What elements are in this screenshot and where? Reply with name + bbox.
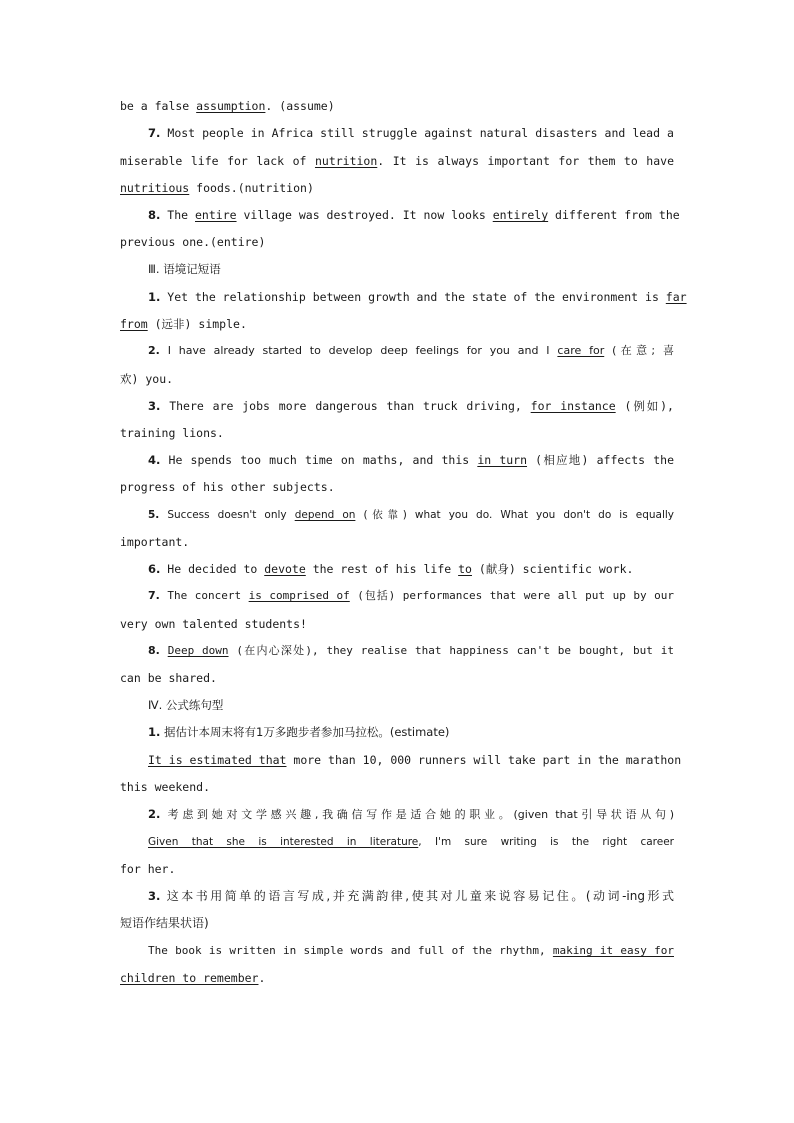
- section-title: Ⅳ. 公式练句型: [148, 698, 224, 712]
- line-text: can be shared.: [120, 671, 217, 685]
- text-line: [120, 178, 674, 198]
- line-text: more than 10, 000 runners will take part in the marathon: [286, 753, 682, 767]
- line-text: (远非) simple.: [147, 317, 247, 331]
- answer-blank: care for: [557, 344, 605, 357]
- text-line: [148, 641, 674, 661]
- line-text: (在意; 喜: [604, 344, 674, 357]
- answer-blank: from: [120, 317, 148, 331]
- item-number: 2.: [148, 344, 160, 357]
- answer-blank: far: [665, 290, 687, 304]
- line-text: different from the: [548, 208, 680, 222]
- item-number: 1.: [148, 725, 161, 739]
- item-number: 4.: [148, 453, 161, 467]
- answer-blank: making it easy for: [552, 944, 674, 957]
- line-text: (例如),: [615, 399, 674, 413]
- line-text: There are jobs more dangerous than truck driving,: [160, 399, 531, 413]
- line-text: miserable life for lack of: [120, 154, 315, 168]
- answer-blank: It is estimated that: [148, 753, 287, 767]
- line-text: 据估计本周末将有1万多跑步者参加马拉松。(estimate): [160, 725, 450, 739]
- line-text: He spends too much time on maths, and this: [160, 453, 478, 467]
- line-text: . It is always important for them to have: [377, 154, 674, 168]
- text-line: [148, 886, 674, 906]
- answer-blank: entirely: [492, 208, 549, 222]
- text-line: [120, 232, 674, 252]
- answer-blank: assumption: [196, 99, 266, 113]
- text-line: [120, 668, 674, 688]
- text-line: [148, 450, 674, 470]
- line-text: The book is written in simple words and full of the rhythm,: [148, 944, 553, 957]
- text-line: [148, 396, 674, 416]
- text-line: [148, 722, 674, 742]
- line-text: training lions.: [120, 426, 224, 440]
- text-line: [120, 151, 674, 171]
- line-text: The concert: [159, 589, 249, 602]
- line-text: important.: [120, 535, 190, 549]
- text-line: [120, 614, 674, 634]
- answer-blank: children to remember: [120, 971, 259, 985]
- text-line: [148, 287, 687, 307]
- answer-blank: for instance: [530, 399, 616, 413]
- item-number: 3.: [148, 889, 161, 903]
- text-line: [148, 586, 674, 606]
- answer-blank: Given that she is interested in literature: [148, 836, 419, 848]
- text-line: [148, 941, 674, 961]
- text-line: [120, 423, 674, 443]
- line-text: He decided to: [160, 562, 265, 576]
- line-text: The: [160, 208, 195, 222]
- line-text: foods.(nutrition): [189, 181, 314, 195]
- text-line: [148, 123, 674, 143]
- line-text: .: [258, 971, 266, 985]
- line-text: [160, 644, 168, 657]
- text-line: [120, 96, 674, 116]
- line-text: the rest of his life: [305, 562, 459, 576]
- item-number: 1.: [148, 290, 161, 304]
- answer-blank: is comprised of: [248, 589, 350, 602]
- text-line: [120, 369, 674, 389]
- text-line: [148, 750, 682, 770]
- item-number: 3.: [148, 399, 161, 413]
- text-line: [120, 477, 674, 497]
- text-line: [120, 314, 674, 334]
- line-text: (包括) performances that were all put up by our: [349, 589, 674, 602]
- item-number: 6.: [148, 562, 161, 576]
- text-line: [120, 913, 674, 933]
- line-text: (在内心深处), they realise that happiness can't be bought, but it: [228, 644, 674, 657]
- line-text: progress of his other subjects.: [120, 480, 335, 494]
- line-text: I have already started to develop deep feelings for you and I: [159, 344, 558, 357]
- line-text: 考虑到她对文学感兴趣,我确信写作是适合她的职业。(given that引导状语从句): [160, 808, 674, 821]
- text-line: [148, 832, 674, 852]
- line-text: Most people in Africa still struggle against natural disasters and lead a: [160, 126, 674, 140]
- line-text: , I'm sure writing is the right career: [418, 836, 674, 848]
- text-line: [120, 859, 674, 879]
- line-text: this weekend.: [120, 780, 211, 794]
- text-line: [120, 968, 674, 988]
- text-line: [148, 205, 680, 225]
- line-text: 欢) you.: [120, 372, 174, 386]
- line-text: 短语作结果状语): [120, 916, 209, 930]
- answer-blank: in turn: [477, 453, 528, 467]
- line-text: (献身) scientific work.: [471, 562, 634, 576]
- answer-blank: Deep down: [167, 644, 229, 657]
- line-text: . (assume): [265, 99, 335, 113]
- answer-blank: nutritious: [120, 181, 190, 195]
- item-number: 7.: [148, 126, 161, 140]
- answer-blank: entire: [195, 208, 237, 222]
- answer-blank: to: [458, 562, 472, 576]
- line-text: 这本书用简单的语言写成,并充满韵律,使其对儿童来说容易记住。(动词-ing形式: [160, 889, 674, 903]
- item-number: 2.: [148, 807, 161, 821]
- item-number: 7.: [148, 589, 160, 602]
- line-text: (相应地) affects the: [527, 453, 675, 467]
- line-text: be a false: [120, 99, 197, 113]
- answer-blank: nutrition: [314, 154, 378, 168]
- line-text: previous one.(entire): [120, 235, 266, 249]
- answer-blank: devote: [264, 562, 306, 576]
- text-line: [120, 532, 674, 552]
- text-line: [148, 505, 674, 525]
- section-heading: [148, 695, 674, 715]
- item-number: 8.: [148, 208, 161, 222]
- section-heading: [148, 259, 674, 279]
- item-number: 8.: [148, 644, 160, 657]
- text-line: [120, 777, 674, 797]
- line-text: (依靠) what you do. What you don't do is equally: [355, 509, 675, 521]
- line-text: Yet the relationship between growth and the state of the environment is: [160, 290, 666, 304]
- line-text: village was destroyed. It now looks: [236, 208, 493, 222]
- section-title: Ⅲ. 语境记短语: [148, 262, 221, 276]
- text-line: [148, 559, 674, 579]
- line-text: for her.: [120, 862, 176, 876]
- line-text: Success doesn't only: [159, 509, 295, 521]
- line-text: very own talented students!: [120, 617, 307, 631]
- item-number: 5.: [148, 509, 160, 521]
- text-line: [148, 341, 674, 361]
- text-line: [148, 804, 674, 824]
- answer-blank: depend on: [294, 509, 356, 521]
